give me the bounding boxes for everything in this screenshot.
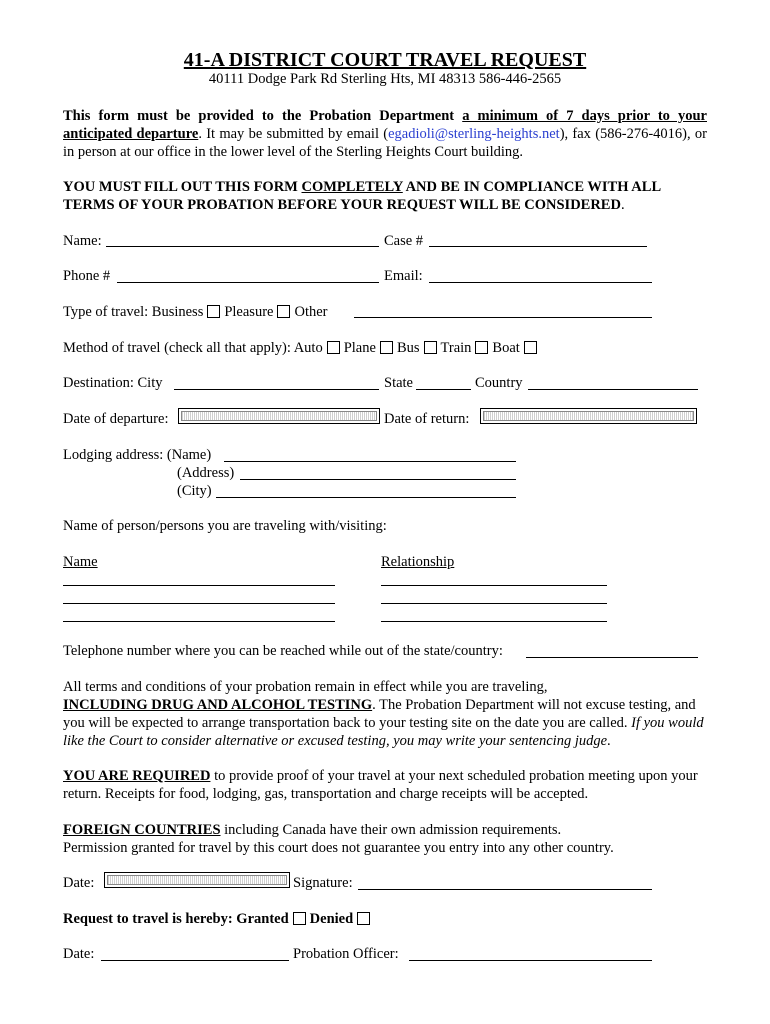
terms-testing: INCLUDING DRUG AND ALCOHOL TESTING: [63, 697, 373, 713]
intro-text-1: This form must be provided to the Probation Department: [63, 108, 463, 124]
foreign-paragraph: [63, 821, 713, 857]
method-label: Method of travel (check all that apply): Auto: [63, 340, 323, 356]
country-blank[interactable]: [528, 389, 698, 390]
case-blank[interactable]: [429, 246, 647, 247]
train-label: Train: [440, 340, 472, 356]
business-checkbox[interactable]: [207, 305, 220, 318]
notice-completely: COMPLETELY: [301, 179, 403, 195]
person-name-blank-1[interactable]: [63, 585, 335, 586]
pleasure-label: Pleasure: [224, 304, 274, 320]
method-of-travel-row: [63, 339, 541, 357]
persons-label: Name of person/persons you are traveling with/visiting:: [63, 518, 387, 534]
country-label: Country: [475, 375, 523, 391]
probation-officer-label: Probation Officer:: [293, 946, 399, 962]
state-blank[interactable]: [416, 389, 471, 390]
bus-label: Bus: [396, 340, 420, 356]
signature-blank[interactable]: [358, 889, 652, 890]
telephone-label: Telephone number where you can be reached while out of the state/country:: [63, 643, 503, 659]
compliance-notice: [63, 178, 707, 214]
return-label: Date of return:: [384, 411, 470, 427]
required-text: to provide proof of your travel at your next scheduled probation meeting upon your return. Receipts for food, lodging, gas, transportation and charge receipts will be accepted.: [63, 768, 698, 802]
name-label: Name:: [63, 233, 102, 249]
foreign-text-1: including Canada have their own admission requirements.: [220, 822, 562, 838]
plane-label: Plane: [343, 340, 376, 356]
denied-label: Denied: [309, 911, 354, 927]
departure-date-field[interactable]: [178, 408, 380, 424]
destination-city-label: Destination: City: [63, 375, 163, 391]
lodging-city-blank[interactable]: [216, 497, 516, 498]
type-travel-label: Type of travel: Business: [63, 304, 204, 320]
foreign-text-2: Permission granted for travel by this court does not guarantee you entry into any other country.: [63, 840, 614, 856]
departure-label: Date of departure:: [63, 411, 169, 427]
signature-label: Signature:: [293, 875, 353, 891]
boat-label: Boat: [492, 340, 520, 356]
telephone-blank[interactable]: [526, 657, 698, 658]
column-relationship-header: Relationship: [381, 554, 455, 570]
other-blank[interactable]: [354, 317, 652, 318]
notice-period: .: [620, 197, 625, 213]
probation-officer-blank[interactable]: [409, 960, 652, 961]
boat-checkbox[interactable]: [524, 341, 537, 354]
decision-label: Request to travel is hereby: Granted: [63, 911, 289, 927]
intro-paragraph: [63, 107, 707, 161]
required-heading: YOU ARE REQUIRED: [63, 768, 211, 784]
train-checkbox[interactable]: [475, 341, 488, 354]
return-date-field[interactable]: [480, 408, 697, 424]
name-blank[interactable]: [106, 246, 379, 247]
auto-checkbox[interactable]: [327, 341, 340, 354]
officer-date-blank[interactable]: [101, 960, 289, 961]
other-label: Other: [294, 304, 328, 320]
terms-text-1: All terms and conditions of your probation remain in effect while you are traveling,: [63, 679, 548, 695]
foreign-heading: FOREIGN COUNTRIES: [63, 822, 221, 838]
email-label: Email:: [384, 268, 423, 284]
intro-text-2: . It may be submitted by email (: [198, 126, 389, 142]
court-address: 40111 Dodge Park Rd Sterling Hts, MI 48313 586-446-2565: [208, 71, 562, 87]
terms-text-2: . The Probation Department will not excuse testing, and you will be expected to arrange transportation back to your testing site on the date you are called.: [63, 697, 696, 731]
case-label: Case #: [384, 233, 424, 249]
type-of-travel-row: [63, 303, 327, 321]
phone-blank[interactable]: [117, 282, 379, 283]
granted-checkbox[interactable]: [293, 912, 306, 925]
phone-label: Phone #: [63, 268, 111, 284]
terms-paragraph: [63, 678, 713, 750]
relationship-blank-2[interactable]: [381, 603, 607, 604]
officer-date-label: Date:: [63, 946, 95, 962]
lodging-address-label: (Address): [177, 465, 235, 481]
terms-italic: If you would like the Court to consider alternative or excused testing, you may write your sentencing judge: [63, 715, 704, 749]
intro-text-3: ), fax (586-276-4016), or in person at our office in the lower level of the Sterling Heights Court building.: [63, 126, 707, 160]
terms-period: .: [607, 733, 611, 749]
plane-checkbox[interactable]: [380, 341, 393, 354]
notice-text-2: AND BE IN COMPLIANCE WITH ALL TERMS OF YOUR PROBATION BEFORE YOUR REQUEST WILL BE CONSIDERED: [63, 179, 661, 213]
city-blank[interactable]: [174, 389, 379, 390]
state-label: State: [384, 375, 413, 391]
signature-date-field[interactable]: [104, 872, 290, 888]
lodging-address-blank[interactable]: [240, 479, 516, 480]
decision-row: [63, 910, 374, 928]
person-name-blank-3[interactable]: [63, 621, 335, 622]
lodging-city-label: (City): [177, 483, 212, 499]
denied-checkbox[interactable]: [357, 912, 370, 925]
intro-deadline: a minimum of 7 days prior to your anticipated departure: [63, 108, 707, 142]
relationship-blank-1[interactable]: [381, 585, 607, 586]
email-link[interactable]: egadioli@sterling-heights.net: [388, 126, 560, 142]
signature-date-label: Date:: [63, 875, 95, 891]
lodging-name-blank[interactable]: [224, 461, 516, 462]
pleasure-checkbox[interactable]: [277, 305, 290, 318]
relationship-blank-3[interactable]: [381, 621, 607, 622]
required-paragraph: [63, 767, 713, 803]
lodging-name-label: Lodging address: (Name): [63, 447, 212, 463]
person-name-blank-2[interactable]: [63, 603, 335, 604]
email-blank[interactable]: [429, 282, 652, 283]
bus-checkbox[interactable]: [424, 341, 437, 354]
column-name-header: Name: [63, 554, 98, 570]
form-title: 41-A DISTRICT COURT TRAVEL REQUEST: [183, 49, 587, 71]
notice-text-1: YOU MUST FILL OUT THIS FORM: [63, 179, 302, 195]
